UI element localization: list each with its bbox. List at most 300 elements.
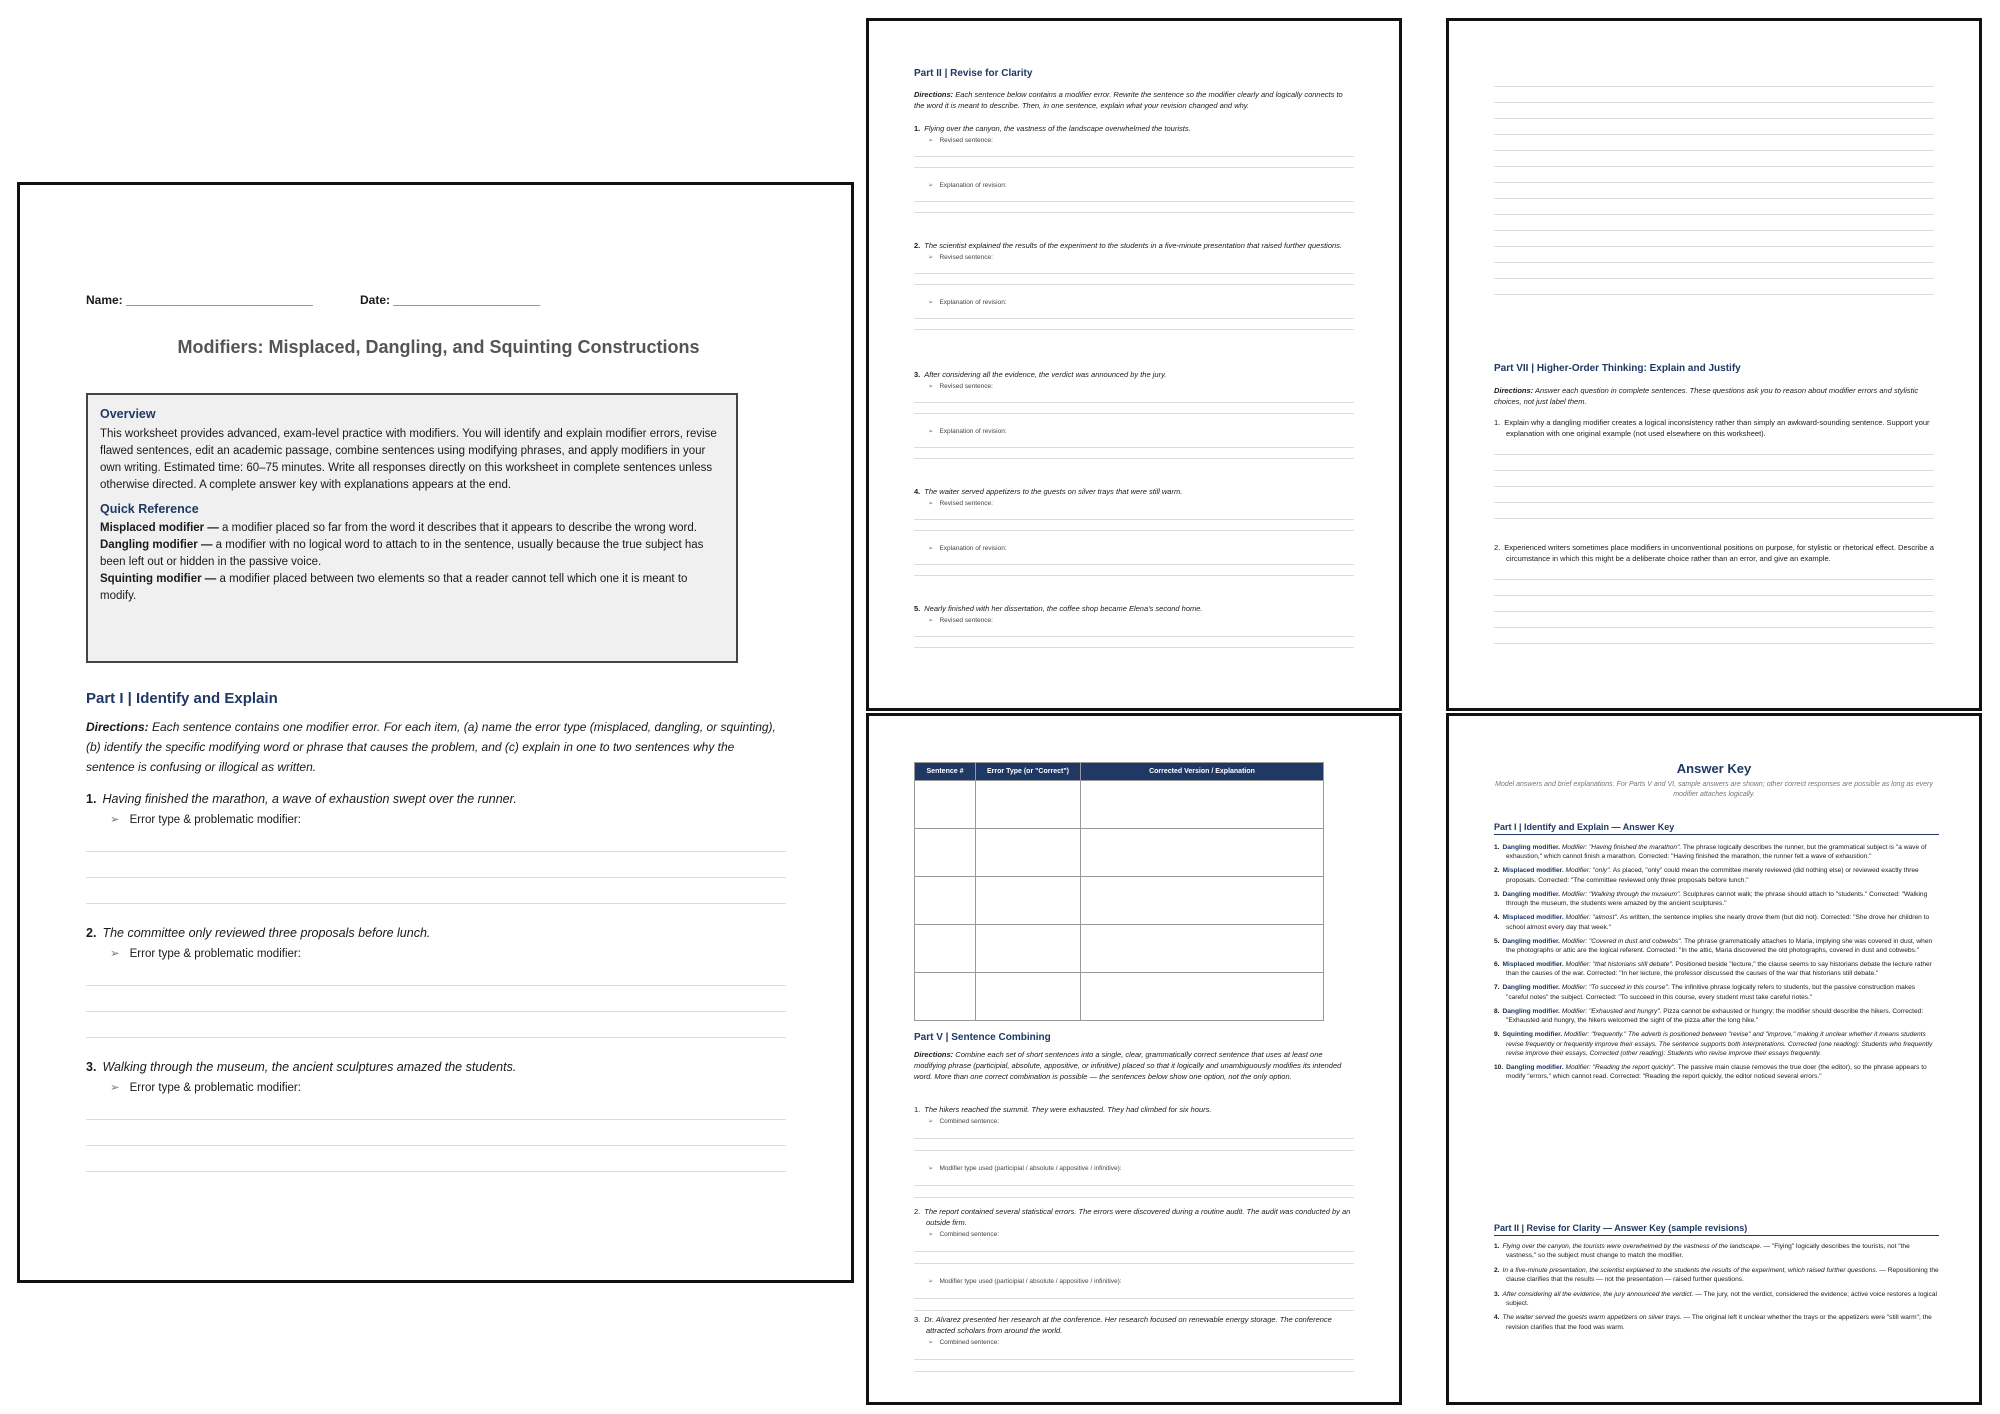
arrow-icon: ➢ [928, 617, 934, 624]
answer-explanation: Pizza cannot be exhausted or hungry; the modifier should describe the hikers. Corrected: "Exhausted and hungry, the hikers welcomed the sight of the pizza after the long hike." [1506, 1007, 1924, 1025]
part5-items [914, 1104, 1359, 1405]
page-title: Modifiers: Misplaced, Dangling, and Squinting Constructions [177, 337, 700, 357]
prompt-label: Modifier type used (participial / absolute / appositive / infinitive): [939, 1278, 1122, 1285]
table-cell[interactable] [1081, 925, 1324, 973]
answer-key-title: Answer Key [1676, 761, 1752, 776]
question-sentence: The committee only reviewed three proposals before lunch. [102, 926, 431, 940]
answer-number: 8. [1494, 1007, 1500, 1015]
table-cell[interactable] [976, 829, 1081, 877]
answer-error-type: Dangling modifier. [1502, 844, 1561, 851]
answer-line[interactable] [914, 520, 1354, 531]
question-item [914, 1104, 1359, 1206]
answer-number: 9. [1494, 1031, 1500, 1039]
table-cell[interactable] [976, 925, 1081, 973]
question-item [86, 790, 786, 924]
answer-lines [914, 392, 1359, 414]
answer-number: 4. [1494, 1314, 1500, 1322]
answer-line[interactable] [914, 319, 1354, 330]
answer-line[interactable] [1494, 183, 1934, 199]
part2-directions [914, 89, 1354, 111]
explanation-label [928, 180, 1359, 191]
answer-item [1494, 937, 1939, 956]
answer-number: 3. [1494, 890, 1500, 898]
table-row [915, 877, 1324, 925]
answer-line[interactable] [914, 1348, 1354, 1360]
question-sentence: Experienced writers sometimes place modifiers in unconventional positions on purpose, for stylistic or rhetorical effect. Describe a circumstance in which this might be a deliberate choice rather than an error, and give an example. [1504, 543, 1934, 563]
prompt-label: Explanation of revision: [939, 182, 1007, 189]
arrow-icon: ➢ [928, 428, 934, 435]
overview-text: This worksheet provides advanced, exam-level practice with modifiers. You will identify and explain modifier errors, revise flawed sentences, edit an academic passage, combine sentences using modifying phrases, and apply modifiers in your own writing. Estimated time: 60–75 minutes. Write all responses directly on this worksheet in complete sentences unless otherwise directed. A complete answer key with explanations appears at the end. [100, 428, 717, 491]
answer-line[interactable] [1494, 263, 1934, 279]
question-number: 5. [914, 604, 921, 613]
quickref-list [100, 520, 724, 605]
quickref-definition: a modifier placed between two elements so that a reader cannot tell which one it is meant to modify. [100, 573, 688, 602]
part1-items [86, 790, 786, 1192]
table-cell[interactable] [915, 829, 976, 877]
question-text [914, 240, 1359, 251]
response-prompt [110, 1080, 786, 1094]
answer-lines [1494, 71, 1934, 295]
quickref-definition: a modifier with no logical word to attach to in the sentence, usually because the true subject has been left out or hidden in the passive voice. [100, 539, 704, 568]
directions-text: Each sentence contains one modifier error. For each item, (a) name the error type (misplaced, dangling, or squinting), (b) identify the specific modifying word or phrase that causes the problem, and (c) explain in one to two sentences why the sentence is confusing or illogical as written. [86, 720, 776, 774]
arrow-icon: ➢ [928, 1339, 934, 1346]
arrow-icon: ➢ [928, 1118, 934, 1125]
ak-part2-items [1494, 1242, 1939, 1337]
directions-text: Combine each set of short sentences into a single, clear, grammatically correct sentence that uses at least one modifying phrase (participial, absolute, appositive, or infinitive) placed so that it logically and unambiguously modifies its intended word. More than one correct combination is possible — the sentences below show one option, not the only option. [914, 1050, 1342, 1081]
answer-lines [86, 826, 786, 904]
answer-line[interactable] [914, 1186, 1354, 1198]
answer-line[interactable] [1494, 135, 1934, 151]
prompt-label: Explanation of revision: [939, 545, 1007, 552]
answer-error-type: Dangling modifier. [1502, 937, 1561, 945]
question-sentence: Explain why a dangling modifier creates a logical inconsistency rather than simply an awkward-sounding sentence. Support your explanation with one original example (not used elsewhere on this worksheet). [1504, 418, 1930, 438]
table-header-sentence: Sentence # [915, 763, 976, 781]
answer-line[interactable] [1494, 71, 1934, 87]
answer-lines [914, 509, 1359, 531]
directions-text: Answer each question in complete sentences. These questions ask you to reason about modifier errors and stylistic choices, not just label them. [1494, 386, 1919, 406]
table-row [915, 973, 1324, 1021]
overview-heading: Overview [100, 407, 156, 421]
quickref-item [100, 537, 724, 571]
answer-line[interactable] [86, 1094, 786, 1120]
question-sentence: The report contained several statistical errors. The errors were discovered during a routine audit. The audit was conducted by an outside firm. [924, 1207, 1351, 1227]
answer-line[interactable] [914, 637, 1354, 648]
answer-explanation: The adverb is positioned between "revise" and "improve," making it unclear whether it means students revise frequently or frequently improve their essays. The sentence supports both interpretations. Corrected (one reading): Students who frequently revise improve their essays. Corrected (other reading): Students who revise improve their essays frequently. [1506, 1031, 1933, 1058]
table-row [915, 829, 1324, 877]
answer-number: 1. [1494, 1243, 1500, 1250]
quickref-term: Misplaced modifier — [100, 522, 219, 534]
ak-part2-heading: Part II | Revise for Clarity — Answer Key (sample revisions) [1494, 1223, 1939, 1236]
answer-line[interactable] [914, 308, 1354, 319]
question-item [914, 1206, 1359, 1314]
part7-heading: Part VII | Higher-Order Thinking: Explain and Justify [1494, 363, 1741, 374]
worksheet-page-1 [17, 182, 854, 1283]
arrow-icon: ➢ [928, 1165, 934, 1172]
question-sentence: After considering all the evidence, the verdict was announced by the jury. [924, 370, 1167, 379]
prompt-label: Revised sentence: [939, 500, 993, 507]
arrow-icon: ➢ [928, 1278, 934, 1285]
prompt-label: Revised sentence: [939, 137, 993, 144]
part2-heading: Part II | Revise for Clarity [914, 68, 1033, 79]
part7-directions [1494, 385, 1939, 407]
error-table [914, 762, 1324, 1021]
explanation-label [928, 297, 1359, 308]
name-field[interactable]: Name: ____________________________ [86, 293, 313, 307]
table-header-corrected: Corrected Version / Explanation [1081, 763, 1324, 781]
question-item [914, 123, 1359, 240]
answer-lines [1494, 564, 1939, 644]
prompt-label: Revised sentence: [939, 383, 993, 390]
quickref-item [100, 571, 724, 605]
answer-revision: In a five-minute presentation, the scientist explained to the students the results of the experiment, which raised further questions. [1502, 1266, 1878, 1274]
answer-explanation: The phrase grammatically attaches to Maria, implying she was covered in dust, when the photographs or attic are the logical referent. Corrected: "In the attic, Maria discovered the old photographs, covered in dust and cobwebs." [1506, 937, 1933, 955]
answer-lines [86, 1094, 786, 1172]
worksheet-page-4 [866, 713, 1402, 1405]
question-text [914, 486, 1359, 497]
question-item [914, 486, 1359, 603]
table-cell[interactable] [915, 973, 976, 1021]
answer-line[interactable] [1494, 580, 1934, 596]
question-item [914, 369, 1359, 486]
answer-key-subtitle: Model answers and brief explanations. For Parts V and VI, sample answers are shown; other correct responses are possible as long as every modifier attaches logically. [1495, 781, 1933, 798]
prompt-label: Explanation of revision: [939, 428, 1007, 435]
answer-item [1494, 890, 1939, 909]
answer-line[interactable] [86, 960, 786, 986]
answer-item [1494, 960, 1939, 979]
prompt-label: Combined sentence: [939, 1231, 1000, 1238]
arrow-icon: ➢ [928, 383, 934, 390]
part7-items [1494, 417, 1939, 652]
modifier-type-label [928, 1276, 1359, 1287]
answer-modifier: Modifier: "Exhausted and hungry". [1560, 1007, 1662, 1015]
answer-lines [914, 1240, 1359, 1264]
question-text [1494, 542, 1939, 564]
directions-text: Each sentence below contains a modifier error. Rewrite the sentence so the modifier clearly and logically connects to the word it is meant to describe. Then, in one sentence, explain what your revision changed and why. [914, 90, 1343, 110]
answer-line[interactable] [1494, 503, 1934, 519]
answer-modifier: Modifier: "Walking through the museum". [1560, 890, 1682, 898]
prompt-label: Revised sentence: [939, 617, 993, 624]
answer-line[interactable] [914, 1139, 1354, 1151]
question-item [1494, 542, 1939, 652]
answer-explanation: The phrase logically describes the runner, but the grammatical subject is "a wave of exhaustion," which cannot finish a marathon. Corrected: "Having finished the marathon, the runner felt a wave of exhaustion." [1506, 844, 1927, 861]
answer-line[interactable] [914, 448, 1354, 459]
question-number: 3. [86, 1060, 97, 1074]
answer-modifier: Modifier: "Covered in dust and cobwebs". [1560, 937, 1683, 945]
arrow-icon: ➢ [110, 1082, 120, 1094]
answer-line[interactable] [914, 1360, 1354, 1372]
answer-item [1494, 983, 1939, 1002]
question-text [914, 369, 1359, 380]
answer-explanation: As written, the sentence implies she nearly drove them (but did not). Corrected: "She drove her children to school almost every day that week." [1506, 914, 1930, 931]
answer-line[interactable] [1494, 628, 1934, 644]
answer-line[interactable] [1494, 439, 1934, 455]
combined-sentence-label [928, 1229, 1359, 1240]
quickref-term: Squinting modifier — [100, 573, 217, 585]
answer-error-type: Misplaced modifier. [1502, 867, 1564, 875]
arrow-icon: ➢ [928, 137, 934, 144]
question-number: 4. [914, 487, 921, 496]
question-number: 2. [914, 241, 921, 250]
answer-line[interactable] [1494, 279, 1934, 295]
revised-sentence-label [928, 498, 1359, 509]
answer-line[interactable] [914, 157, 1354, 168]
question-sentence: Walking through the museum, the ancient sculptures amazed the students. [102, 1060, 517, 1074]
answer-line[interactable] [86, 852, 786, 878]
table-cell[interactable] [1081, 781, 1324, 829]
question-text [914, 1206, 1359, 1228]
arrow-icon: ➢ [928, 299, 934, 306]
answer-explanation: Sculptures cannot walk; the phrase should attach to "students." Corrected: "Walking through the museum, the students were amazed by the ancient sculptures." [1506, 890, 1928, 908]
answer-line[interactable] [86, 1012, 786, 1038]
answer-lines [914, 437, 1359, 459]
answer-line[interactable] [914, 509, 1354, 520]
answer-modifier: Modifier: "frequently." [1562, 1031, 1627, 1039]
part1-directions [86, 717, 786, 777]
quickref-definition: a modifier placed so far from the word it describes that it appears to describe the wrong word. [218, 522, 697, 534]
answer-explanation: Positioned beside "lecture," the clause seems to say historians debate the lecture rather than the causes of the war. Corrected: "In her lecture, the professor discussed the causes of the war that historians still debate." [1506, 961, 1932, 978]
answer-lines [914, 554, 1359, 576]
answer-explanation: — "Flying" logically describes the tourists, not "the vastness," so the subject must change to match the modifier. [1506, 1243, 1910, 1260]
modifier-type-label [928, 1163, 1359, 1174]
arrow-icon: ➢ [928, 182, 934, 189]
answer-lines [914, 1348, 1359, 1372]
explanation-label [928, 543, 1359, 554]
answer-lines [914, 1127, 1359, 1151]
answer-modifier: Modifier: "that historians still debate". [1563, 961, 1674, 969]
answer-line[interactable] [86, 1146, 786, 1172]
answer-number: 4. [1494, 914, 1500, 922]
ak-part1-heading: Part I | Identify and Explain — Answer Key [1494, 822, 1939, 835]
answer-number: 6. [1494, 961, 1500, 969]
table-cell[interactable] [915, 925, 976, 973]
answer-item [1494, 1063, 1939, 1082]
quickref-item [100, 520, 724, 537]
answer-line[interactable] [914, 554, 1354, 565]
question-item [914, 1314, 1359, 1405]
prompt-label: Error type & problematic modifier: [129, 1082, 301, 1094]
question-number: 2. [914, 1207, 921, 1216]
question-sentence: The scientist explained the results of the experiment to the students in a five-minute presentation that raised further questions. [924, 241, 1342, 250]
answer-modifier: Modifier: "To succeed in this course". [1560, 984, 1670, 992]
revised-sentence-label [928, 615, 1359, 626]
revised-sentence-label [928, 252, 1359, 263]
answer-line[interactable] [914, 565, 1354, 576]
prompt-label: Modifier type used (participial / absolute / appositive / infinitive): [939, 1165, 1122, 1172]
answer-line[interactable] [86, 986, 786, 1012]
answer-line[interactable] [914, 263, 1354, 274]
prompt-label: Error type & problematic modifier: [129, 948, 301, 960]
answer-line[interactable] [1494, 199, 1934, 215]
answer-line[interactable] [914, 1240, 1354, 1252]
answer-line[interactable] [1494, 471, 1934, 487]
question-number: 1. [914, 1105, 921, 1114]
table-cell[interactable] [976, 877, 1081, 925]
answer-modifier: Modifier: "only". [1563, 867, 1612, 875]
answer-line[interactable] [1494, 119, 1934, 135]
answer-line[interactable] [1494, 103, 1934, 119]
response-prompt [110, 812, 786, 826]
answer-explanation: — Repositioning the clause clarifies that the results — not the presentation — raised further questions. [1506, 1266, 1939, 1284]
answer-line[interactable] [86, 826, 786, 852]
answer-explanation: — The original left it unclear whether the trays or the appetizers were "still warm"; the revision clarifies that the food was warm. [1506, 1314, 1932, 1331]
question-text [914, 1104, 1359, 1115]
question-sentence: The waiter served appetizers to the guests on silver trays that were still warm. [924, 487, 1183, 496]
question-number: 2. [1494, 543, 1501, 552]
ak-part1-items [1494, 843, 1939, 1086]
answer-line[interactable] [1494, 151, 1934, 167]
answer-line[interactable] [914, 1174, 1354, 1186]
part1-heading: Part I | Identify and Explain [86, 690, 278, 707]
arrow-icon: ➢ [928, 254, 934, 261]
answer-line[interactable] [914, 1287, 1354, 1299]
question-sentence: Having finished the marathon, a wave of exhaustion swept over the runner. [102, 792, 517, 806]
answer-explanation: The infinitive phrase logically refers to students, but the passive construction makes "careful notes" the subject. Corrected: "To succeed in this course, every student must take careful notes." [1506, 984, 1916, 1001]
answer-line[interactable] [914, 146, 1354, 157]
answer-lines [86, 960, 786, 1038]
answer-line[interactable] [914, 274, 1354, 285]
answer-item [1494, 1313, 1939, 1332]
question-number: 3. [914, 370, 921, 379]
table-cell[interactable] [915, 781, 976, 829]
answer-revision: After considering all the evidence, the jury announced the verdict. [1502, 1290, 1694, 1298]
question-sentence: Dr. Alvarez presented her research at the conference. Her research focused on renewable energy storage. The conference attracted scholars from around the world. [924, 1315, 1332, 1335]
answer-item [1494, 1290, 1939, 1309]
answer-lines [914, 308, 1359, 330]
worksheet-page-3 [1446, 18, 1982, 711]
answer-line[interactable] [1494, 612, 1934, 628]
answer-modifier: Modifier: "almost". [1563, 914, 1619, 922]
question-text [914, 1314, 1359, 1336]
answer-number: 2. [1494, 1266, 1500, 1274]
answer-number: 2. [1494, 867, 1500, 875]
answer-line[interactable] [914, 1299, 1354, 1311]
overview-box [86, 393, 738, 663]
question-number: 3. [914, 1315, 921, 1324]
prompt-label: Revised sentence: [939, 254, 993, 261]
answer-error-type: Misplaced modifier. [1502, 914, 1564, 922]
question-text [914, 603, 1359, 614]
answer-line[interactable] [1494, 231, 1934, 247]
question-text [86, 1058, 786, 1076]
answer-lines [914, 146, 1359, 168]
answer-revision: The waiter served the guests warm appetizers on silver trays. [1502, 1314, 1682, 1322]
date-field[interactable]: Date: ______________________ [360, 293, 541, 307]
answer-item [1494, 866, 1939, 885]
question-number: 1. [1494, 418, 1501, 427]
table-cell[interactable] [915, 877, 976, 925]
question-number: 2. [86, 926, 97, 940]
answer-line[interactable] [1494, 596, 1934, 612]
worksheet-page-2 [866, 18, 1402, 711]
answer-line[interactable] [914, 1252, 1354, 1264]
table-cell[interactable] [1081, 829, 1324, 877]
answer-modifier: Modifier: "Reading the report quickly". [1563, 1064, 1676, 1072]
answer-line[interactable] [1494, 215, 1934, 231]
answer-line[interactable] [1494, 167, 1934, 183]
question-item [1494, 417, 1939, 542]
answer-item [1494, 1007, 1939, 1026]
answer-number: 5. [1494, 937, 1500, 945]
table-cell[interactable] [1081, 877, 1324, 925]
answer-item [1494, 1242, 1939, 1261]
answer-error-type: Dangling modifier. [1502, 1007, 1561, 1015]
arrow-icon: ➢ [928, 545, 934, 552]
answer-lines [914, 1174, 1359, 1198]
prompt-label: Combined sentence: [939, 1339, 1000, 1346]
explanation-label [928, 426, 1359, 437]
table-row [915, 781, 1324, 829]
question-item [86, 924, 786, 1058]
answer-line[interactable] [914, 403, 1354, 414]
table-cell[interactable] [1081, 973, 1324, 1021]
part5-heading: Part V | Sentence Combining [914, 1032, 1051, 1043]
quickref-heading: Quick Reference [100, 502, 199, 516]
answer-line[interactable] [914, 437, 1354, 448]
answer-error-type: Squinting modifier. [1502, 1031, 1563, 1039]
answer-error-type: Dangling modifier. [1502, 984, 1561, 992]
answer-item [1494, 913, 1939, 932]
prompt-label: Explanation of revision: [939, 299, 1007, 306]
answer-line[interactable] [1494, 247, 1934, 263]
answer-lines [914, 1287, 1359, 1311]
directions-label: Directions: [914, 90, 954, 99]
answer-line[interactable] [914, 202, 1354, 213]
answer-item [1494, 1266, 1939, 1285]
answer-number: 7. [1494, 984, 1500, 992]
answer-line[interactable] [914, 392, 1354, 403]
answer-line[interactable] [1494, 564, 1934, 580]
question-text [914, 123, 1359, 134]
directions-label: Directions: [86, 720, 149, 734]
part5-directions [914, 1049, 1354, 1082]
answer-line[interactable] [86, 1120, 786, 1146]
answer-error-type: Misplaced modifier. [1502, 961, 1564, 969]
response-prompt [110, 946, 786, 960]
answer-explanation: As placed, "only" could mean the committee merely reviewed (did nothing else) or reviewed exactly three proposals. Corrected: "The committee reviewed only three proposals before lunch." [1506, 867, 1919, 884]
answer-line[interactable] [1494, 487, 1934, 503]
question-sentence: The hikers reached the summit. They were exhausted. They had climbed for six hours. [924, 1105, 1212, 1114]
question-number: 1. [86, 792, 97, 806]
table-cell[interactable] [976, 973, 1081, 1021]
answer-explanation: — The jury, not the verdict, considered the evidence; active voice restores a logical subject. [1506, 1290, 1937, 1308]
answer-number: 3. [1494, 1290, 1500, 1298]
answer-item [1494, 843, 1939, 862]
answer-line[interactable] [86, 878, 786, 904]
answer-number: 10. [1494, 1064, 1504, 1072]
answer-modifier: Modifier: "Having finished the marathon". [1560, 844, 1682, 851]
table-cell[interactable] [976, 781, 1081, 829]
table-header-error-type: Error Type (or "Correct") [976, 763, 1081, 781]
answer-line[interactable] [1494, 455, 1934, 471]
answer-line[interactable] [914, 626, 1354, 637]
question-sentence: Nearly finished with her dissertation, the coffee shop became Elena's second home. [924, 604, 1203, 613]
answer-error-type: Dangling modifier. [1506, 1064, 1564, 1072]
answer-lines [914, 626, 1359, 648]
arrow-icon: ➢ [928, 1231, 934, 1238]
question-text [86, 790, 786, 808]
question-number: 1. [914, 124, 921, 133]
answer-line[interactable] [914, 191, 1354, 202]
answer-item [1494, 1030, 1939, 1058]
answer-explanation: The passive main clause removes the true doer (the editor), so the phrase appears to modify "errors," which cannot read. Corrected: "Reading the report quickly, the editor noticed several errors." [1506, 1064, 1927, 1081]
answer-error-type: Dangling modifier. [1502, 890, 1561, 898]
question-text [86, 924, 786, 942]
answer-line[interactable] [914, 1127, 1354, 1139]
arrow-icon: ➢ [110, 814, 120, 826]
prompt-label: Error type & problematic modifier: [129, 814, 301, 826]
answer-line[interactable] [1494, 87, 1934, 103]
question-item [914, 240, 1359, 369]
